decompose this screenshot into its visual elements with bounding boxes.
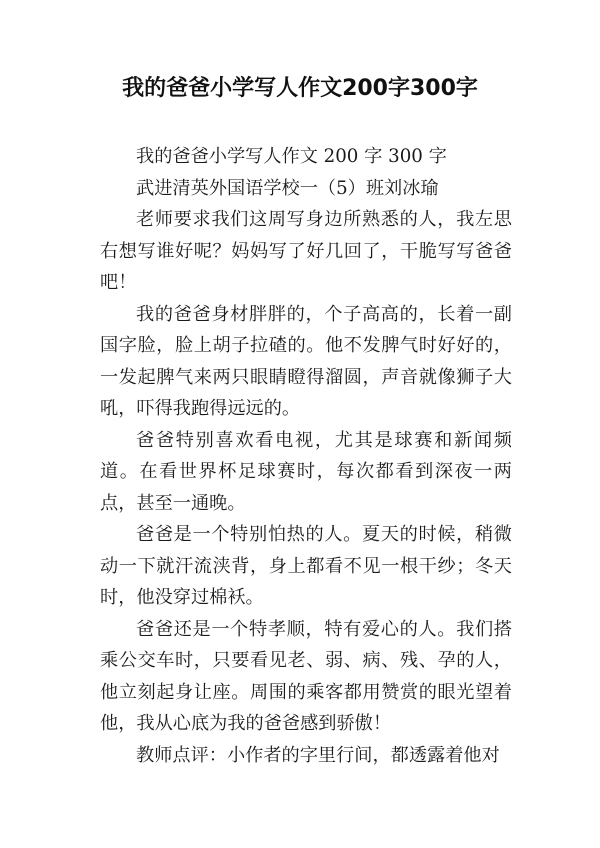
paragraph: 老师要求我们这周写身边所熟悉的人，我左思右想写谁好呢？妈妈写了好几回了，干脆写写爸爸吧！ [100, 209, 512, 293]
paragraph: 我的爸爸身材胖胖的，个子高高的，长着一副国字脸，脸上胡子拉碴的。他不发脾气时好好的，一发起脾气来两只眼睛瞪得溜圆，声音就像狮子大吼，吓得我跑得远远的。 [100, 303, 512, 419]
paragraph: 爸爸还是一个特孝顺，特有爱心的人。我们搭乘公交车时，只要看见老、弱、病、残、孕的人，他立刻起身让座。周围的乘客都用赞赏的眼光望着他，我从心底为我的爸爸感到骄傲！ [100, 618, 512, 734]
paragraph: 爸爸特别喜欢看电视，尤其是球赛和新闻频道。在看世界杯足球赛时，每次都看到深夜一两点，甚至一通晚。 [100, 429, 512, 514]
subtitle-line: 我的爸爸小学写人作文 200 字 300 字 [136, 146, 447, 167]
teacher-comment: 教师点评：小作者的字里行间，都透露着他对 [136, 744, 500, 766]
author-line: 武进清英外国语学校一（5）班刘冰瑜 [136, 177, 439, 199]
document-title: 我的爸爸小学写人作文200字300字 [122, 76, 478, 101]
paragraph: 爸爸是一个特别怕热的人。夏天的时候，稍微动一下就汗流浃背，身上都看不见一根干纱；冬天时，他没穿过棉袄。 [100, 524, 512, 608]
document-body [100, 141, 512, 771]
